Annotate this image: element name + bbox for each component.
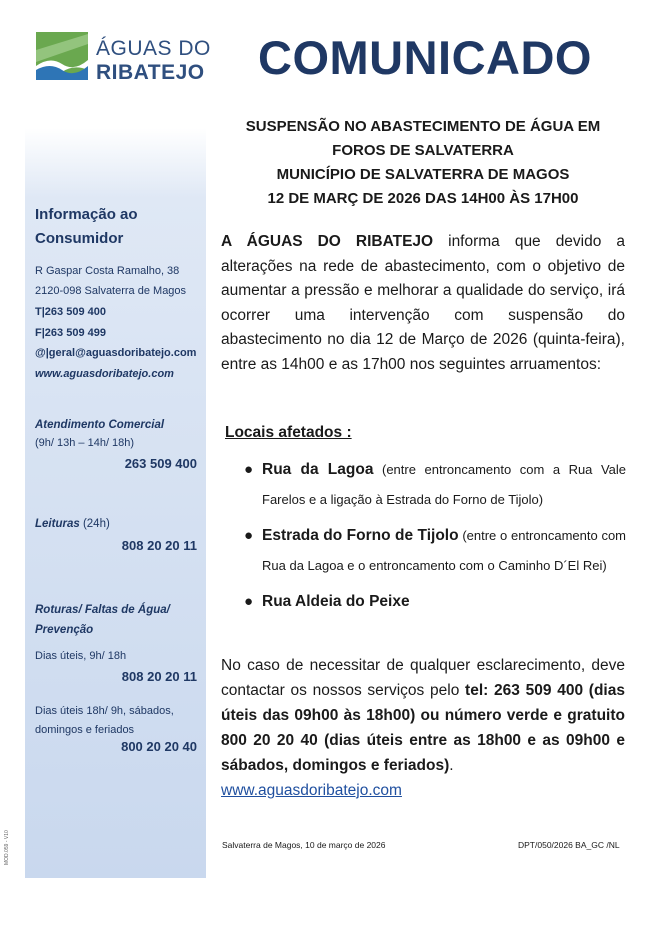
location-name: Rua Aldeia do Peixe (262, 593, 410, 610)
location-name: Rua da Lagoa (262, 461, 374, 478)
footer-reference: DPT/050/2026 BA_GC /NL (518, 840, 620, 850)
footer-place-date: Salvaterra de Magos, 10 de março de 2026 (222, 840, 386, 850)
subject-heading (220, 115, 626, 211)
consumer-info-title: Informação ao Consumidor (35, 206, 138, 247)
commercial-phone: 263 509 400 (124, 456, 197, 471)
workdays-phone: 808 20 20 11 (121, 669, 197, 684)
bullet-icon: ● (244, 461, 254, 478)
subject-line-4: 12 DE MARÇ DE 2026 DAS 14H00 ÀS 17H00 (267, 190, 579, 207)
affected-locations-title: Locais afetados : (225, 424, 352, 441)
subject-line-1: SUSPENSÃO NO ABASTECIMENTO DE ÁGUA EM (245, 118, 601, 135)
location-name: Estrada do Forno de Tijolo (262, 527, 459, 544)
workdays-label: Dias úteis, 9h/ 18h (35, 650, 127, 662)
list-item (240, 587, 626, 617)
readings-title (35, 518, 110, 530)
commercial-hours: (9h/ 13h – 14h/ 18h) (35, 437, 135, 449)
breakdowns-title: Roturas/ Faltas de Água/ Prevenção (35, 604, 170, 636)
location-desc: (entre o entroncamento com Rua da Lagoa e o entroncamento com o Caminho D´El Rei) (262, 528, 627, 573)
readings-hours: (24h) (79, 518, 110, 530)
company-logo (36, 30, 216, 90)
subject-line-2: FOROS DE SALVATERRA (332, 142, 514, 159)
page-title: COMUNICADO (258, 31, 592, 84)
phone-number: T|263 509 400 (35, 306, 106, 318)
logo-text-top: ÁGUAS DO (96, 37, 211, 60)
contact-text-end: . (449, 757, 454, 774)
website-link[interactable]: www.aguasdoribatejo.com (221, 782, 402, 799)
address-line-1: R Gaspar Costa Ramalho, 38 (35, 265, 180, 277)
list-item (240, 455, 626, 515)
afterhours-label: Dias úteis 18h/ 9h, sábados, domingos e feriados (35, 705, 174, 736)
contact-phone-info: tel: 263 509 400 (dias úteis das 09h00 às 18h00) ou número verde e gratuito 800 20 20 40 (dias úteis entre as 18h00 e as 09h00 e sábados, domingos e feriados) (221, 682, 625, 774)
website-text[interactable]: www.aguasdoribatejo.com (35, 368, 174, 380)
intro-paragraph (221, 230, 625, 377)
address-line-2: 2120-098 Salvaterra de Magos (35, 285, 187, 297)
readings-title-text: Leituras (35, 518, 80, 530)
document-model-code: MOD.059 - V10 (4, 830, 10, 865)
contact-text-start: No caso de necessitar de qualquer esclarecimento, deve contactar os nossos serviços pelo (221, 657, 625, 699)
email-address[interactable]: @|geral@aguasdoribatejo.com (35, 347, 197, 359)
afterhours-phone: 800 20 20 40 (121, 739, 197, 754)
bullet-icon: ● (244, 593, 254, 610)
company-name: A ÁGUAS DO RIBATEJO (221, 233, 434, 250)
commercial-service-title: Atendimento Comercial (35, 419, 165, 431)
bullet-icon: ● (244, 527, 254, 544)
affected-locations-list (240, 455, 626, 623)
fax-number: F|263 509 499 (35, 327, 106, 339)
location-desc: (entre entroncamento com a Rua Vale Farelos e a ligação à Estrada do Forno de Tijolo) (262, 462, 626, 507)
intro-text: informa que devido a alterações na rede de abastecimento, com o objetivo de aumentar a pressão e melhorar a qualidade do serviço, irá ocorrer uma intervenção com suspensão do abastecimento no dia 12 de Março de 2026 (quinta-feira), entre as 14h00 e as 17h00 nos seguintes arruamentos: (221, 233, 625, 373)
logo-text-bottom: RIBATEJO (96, 61, 205, 84)
list-item (240, 521, 626, 581)
subject-line-3: MUNICÍPIO DE SALVATERRA DE MAGOS (276, 166, 570, 183)
contact-paragraph (221, 653, 625, 803)
readings-phone: 808 20 20 11 (121, 538, 197, 553)
logo-icon (36, 30, 92, 86)
